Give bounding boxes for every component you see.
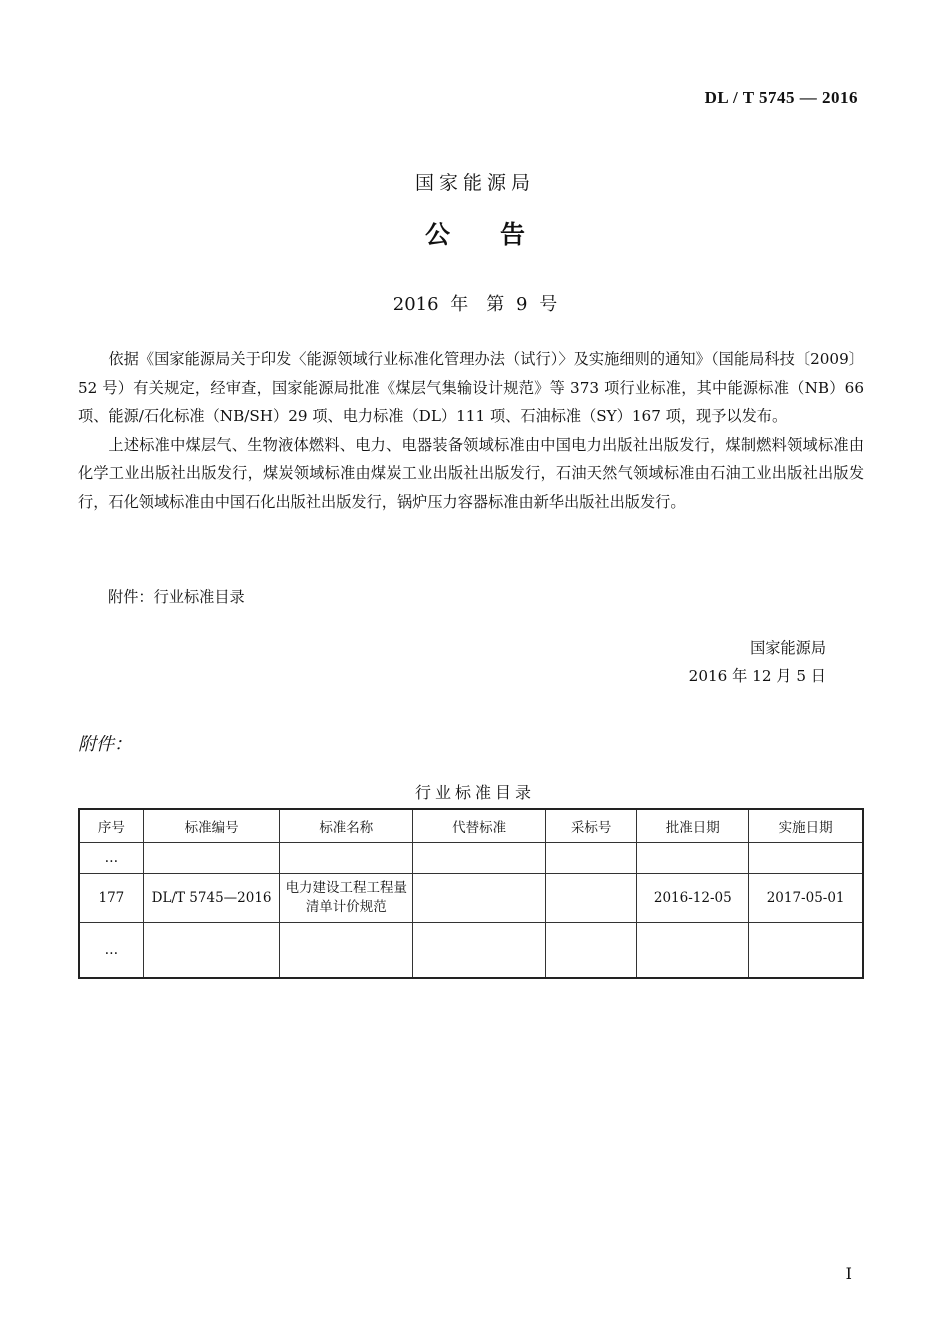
cell-approved: 2016-12-05 xyxy=(637,874,749,923)
cell-implemented xyxy=(749,923,863,979)
signature-block xyxy=(689,634,826,690)
cell-approved xyxy=(637,923,749,979)
attachment-heading: 附件： xyxy=(78,734,132,755)
cell-code xyxy=(143,843,280,874)
cell-adopted xyxy=(545,843,636,874)
column-header-name: 标准名称 xyxy=(280,809,413,843)
cell-name xyxy=(280,923,413,979)
catalog-table-title: 行业标准目录 xyxy=(414,783,535,802)
column-header-replaces: 代替标准 xyxy=(413,809,546,843)
column-header-implemented: 实施日期 xyxy=(749,809,863,843)
cell-replaces xyxy=(413,843,546,874)
cell-no: … xyxy=(79,923,143,979)
table-row xyxy=(79,923,863,979)
issue-number: 2016 年 第 9 号 xyxy=(392,294,558,315)
body-paragraph-1: 依据《国家能源局关于印发〈能源领域行业标准化管理办法（试行）〉及实施细则的通知》（国能局科技〔2009〕52 号）有关规定，经审查，国家能源局批准《煤层气集输设计规范》等 373 项行业标准，其中能源标准（NB）66 项、能源/石化标准（NB/SH）29 项、电力标准（DL）111 项、石油标准（SY）167 项，现予以发布。 xyxy=(78,350,864,425)
signature-date: 2016 年 12 月 5 日 xyxy=(688,667,826,685)
cell-code xyxy=(143,923,280,979)
cell-replaces xyxy=(413,874,546,923)
cell-replaces xyxy=(413,923,546,979)
standard-code: DL / T 5745 — 2016 xyxy=(704,88,858,107)
issuing-agency: 国家能源局 xyxy=(414,172,535,194)
cell-approved xyxy=(637,843,749,874)
standards-catalog-table xyxy=(78,808,864,979)
cell-name: 电力建设工程工程量清单计价规范 xyxy=(280,874,413,923)
cell-name xyxy=(280,843,413,874)
cell-implemented xyxy=(749,843,863,874)
attachment-reference: 附件：行业标准目录 xyxy=(108,588,245,606)
body-paragraph-2: 上述标准中煤层气、生物液体燃料、电力、电器装备领域标准由中国电力出版社出版发行，煤制燃料领域标准由化学工业出版社出版发行，煤炭领域标准由煤炭工业出版社出版发行，石油天然气领域标准由石油工业出版社出版发行，石化领域标准由中国石化出版社出版发行，锅炉压力容器标准由新华出版社出版发行。 xyxy=(78,435,864,511)
table-row xyxy=(79,843,863,874)
cell-adopted xyxy=(545,923,636,979)
cell-no: 177 xyxy=(79,874,143,923)
signature-organization: 国家能源局 xyxy=(750,639,826,657)
notice-body xyxy=(78,345,864,516)
table-row xyxy=(79,874,863,923)
table-header-row xyxy=(79,809,863,843)
column-header-approved: 批准日期 xyxy=(637,809,749,843)
cell-adopted xyxy=(545,874,636,923)
notice-title: 公告 xyxy=(424,220,575,249)
column-header-adopted: 采标号 xyxy=(545,809,636,843)
column-header-no: 序号 xyxy=(79,809,143,843)
column-header-code: 标准编号 xyxy=(143,809,280,843)
page-number: I xyxy=(845,1264,852,1283)
cell-code: DL/T 5745—2016 xyxy=(143,874,280,923)
cell-no: … xyxy=(79,843,143,874)
cell-implemented: 2017-05-01 xyxy=(749,874,863,923)
